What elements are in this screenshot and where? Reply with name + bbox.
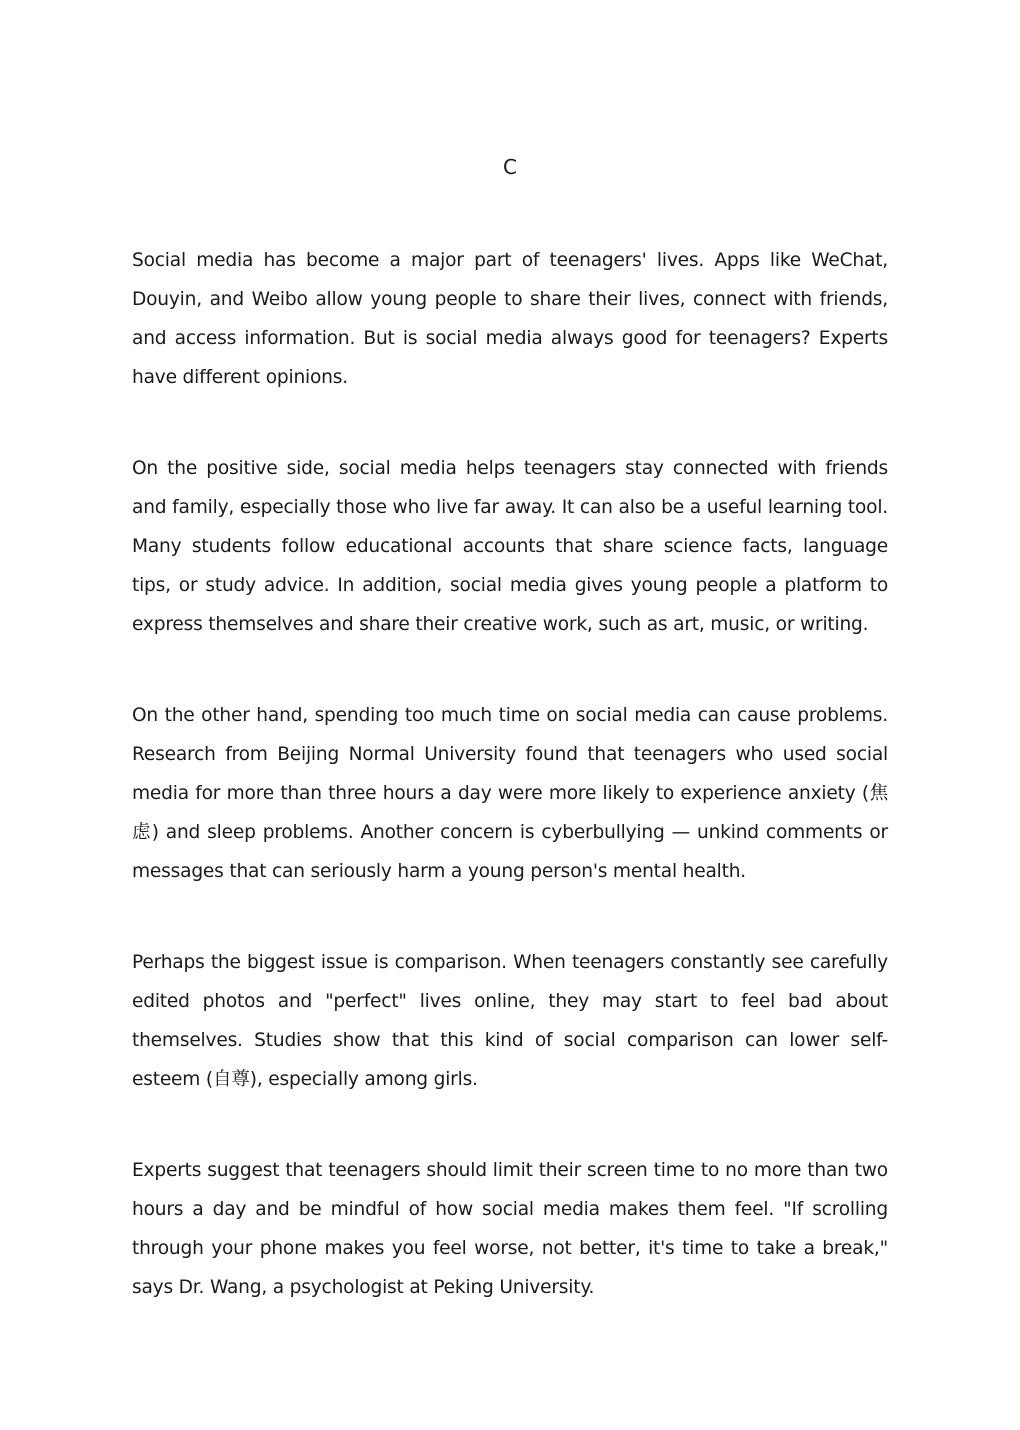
article-body: [132, 241, 888, 1359]
paragraph-expert-advice: Experts suggest that teenagers should limit their screen time to no more than two hours a day and be mindful of how social media makes them feel. "If scrolling through your phone makes you feel worse, not better, it's time to take a break," says Dr. Wang, a psychologist at Peking University.: [132, 1160, 888, 1298]
paragraph-comparison: Perhaps the biggest issue is comparison. When teenagers constantly see carefully edited photos and "perfect" lives online, they may start to feel bad about themselves. Studies show that this kind of social comparison can lower self-esteem (自尊), especially among girls.: [132, 952, 888, 1090]
section-heading: C: [503, 155, 517, 179]
paragraph-intro: Social media has become a major part of teenagers' lives. Apps like WeChat, Douyin, and Weibo allow young people to share their lives, connect with friends, and access information. But is social media always good for teenagers? Experts have different opinions.: [132, 250, 888, 388]
paragraph-negative-side: On the other hand, spending too much time on social media can cause problems. Research from Beijing Normal University found that teenagers who used social media for more than three hours a day were more likely to experience anxiety (焦虑) and sleep problems. Another concern is cyberbullying — unkind comments or messages that can seriously harm a young person's mental health.: [132, 705, 888, 882]
paragraph-positive-side: On the positive side, social media helps teenagers stay connected with friends and family, especially those who live far away. It can also be a useful learning tool. Many students follow educational accounts that share science facts, language tips, or study advice. In addition, social media gives young people a platform to express themselves and share their creative work, such as art, music, or writing.: [132, 458, 888, 635]
